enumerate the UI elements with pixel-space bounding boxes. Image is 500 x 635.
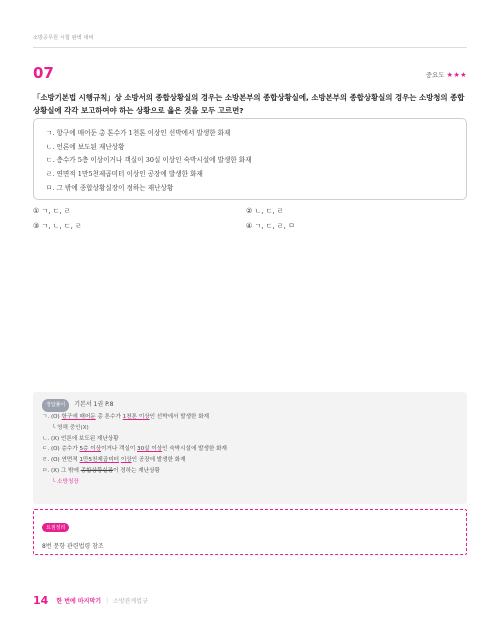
expl-text: ㅁ. (X) 그 밖에: [42, 467, 81, 474]
expl-text: 인 숙박시설에 발생한 화재: [162, 446, 227, 453]
summary-tag: 요점정리: [42, 523, 69, 532]
star-icons: ★★★: [446, 71, 467, 79]
explanation-line-3: [42, 444, 458, 455]
importance-label: 중요도: [425, 71, 445, 79]
expl-text: 인 공장에 발생한 화재: [131, 457, 186, 464]
subject-title: 소방관계법규: [113, 598, 148, 605]
explanation-line-4: [42, 455, 458, 466]
summary-box: [33, 509, 467, 555]
question-number: 07: [33, 64, 54, 82]
expl-text: 이 정하는 재난상황: [113, 467, 160, 474]
expl-underline: 이상: [120, 457, 132, 464]
explanation-line-5: [42, 466, 458, 477]
series-title: 한 번에 마지막기: [56, 598, 102, 605]
summary-text: 8번 문항 관련법령 참조: [42, 543, 104, 550]
expl-underline: 항구에 매어둔: [61, 414, 96, 420]
expl-note: └ 영해 중인(X): [52, 424, 89, 431]
statement-item: ㄴ. 언론에 보도된 재난상황: [46, 142, 125, 151]
running-header: 소방공무원 시험 완벽 대비: [33, 35, 94, 41]
statement-item: ㄷ. 층수가 5층 이상이거나 객실이 30실 이상인 숙박시설에 발생한 화재: [46, 156, 252, 165]
statement-item: ㄹ. 연면적 1만5천제곱미터 이상인 공장에 발생한 화재: [46, 170, 203, 179]
choice-1[interactable]: ① ㄱ, ㄷ, ㄹ: [33, 207, 71, 215]
choice-3[interactable]: ③ ㄱ, ㄴ, ㄷ, ㄹ: [33, 222, 82, 230]
explanation-header: [42, 399, 458, 412]
importance-rating: [426, 70, 467, 79]
statement-box: [33, 118, 467, 200]
page-footer: [33, 594, 148, 607]
expl-underline: 1만5천제곱미터: [79, 457, 120, 464]
page-number: 14: [33, 594, 49, 607]
expl-note: └ 소방청장: [52, 478, 79, 485]
choice-2[interactable]: ② ㄴ, ㄷ, ㄹ: [246, 207, 284, 215]
statement-item: ㅁ. 그 밖에 종합상황실장이 정하는 재난상황: [46, 183, 174, 192]
question-text: 「소방기본법 시행규칙」상 소방서의 종합상황실의 경우는 소방본부의 종합상황실에, 소방본부의 종합상황실의 경우는 소방청의 종합상황실에 각각 보고하여야 하는 상황으로 옳은 것을 모두 고르면?: [33, 93, 465, 115]
answer-tag: 정답풀이: [42, 399, 69, 412]
explanation-note-5: [42, 477, 458, 488]
reference-text: 기본서 1권 P.8: [74, 401, 114, 408]
header-divider: [33, 47, 467, 48]
statement-item: ㄱ. 항구에 매어둔 총 톤수가 1천톤 이상인 선박에서 발생한 화재: [46, 129, 231, 137]
answer-explanation-box: [33, 392, 467, 504]
expl-underline: 5층 이상: [79, 446, 102, 453]
expl-underline: 30실 이상: [137, 446, 163, 453]
footer-divider: |: [106, 597, 109, 604]
expl-strike: 종합상황실장: [80, 467, 114, 474]
choice-4[interactable]: ④ ㄱ, ㄷ, ㄹ, ㅁ: [246, 222, 295, 230]
expl-underline: 1천톤 이상: [122, 414, 150, 420]
expl-text: ㄷ. (O) 층수가: [42, 446, 80, 453]
expl-text: ㄹ. (O) 연면적: [42, 457, 80, 464]
expl-text: ㄱ. (O): [42, 414, 62, 420]
explanation-line-1: [42, 412, 458, 423]
explanation-line-2: ㄴ. (X) 언론에 보도된 재난상황: [42, 435, 119, 442]
explanation-note-1: [42, 423, 458, 434]
expl-text: 총 톤수가: [95, 414, 123, 420]
expl-text: 이거나 객실이: [101, 446, 138, 453]
expl-text: 인 선박에서 발생한 화재: [149, 414, 209, 420]
